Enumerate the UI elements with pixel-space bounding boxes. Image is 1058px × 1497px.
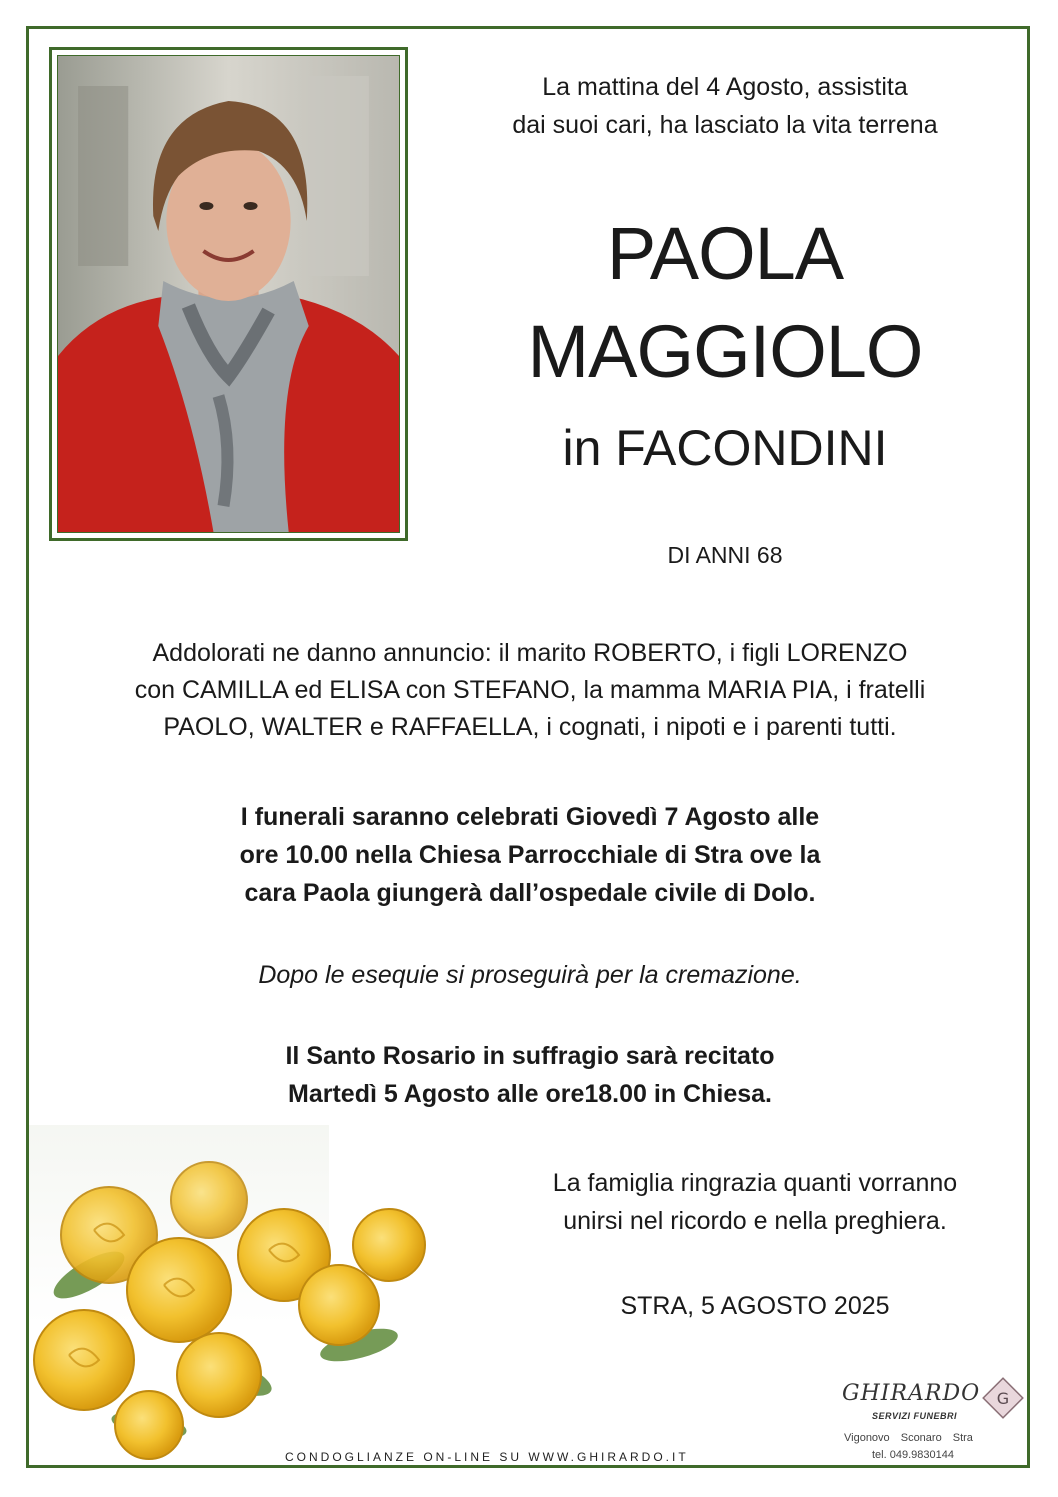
logo-towns: Vigonovo Sconaro Stra [844,1432,973,1444]
intro-line: dai suoi cari, ha lasciato la vita terrena [512,111,938,139]
rosary-line: Il Santo Rosario in suffragio sarà recitato [285,1042,775,1070]
condolences-footer: CONDOGLIANZE ON-LINE SU WWW.GHIRARDO.IT [285,1450,689,1464]
thanks-line: La famiglia ringrazia quanti vorranno [552,1169,958,1197]
portrait-frame [49,47,408,541]
logo-brand: GHIRARDO [842,1381,981,1406]
thanks-text [470,1164,1040,1240]
first-name: PAOLA [606,212,844,295]
last-name: MAGGIOLO [527,310,923,393]
ghirardo-logo [830,1375,1030,1470]
thanks-line: unirsi nel ricordo e nella preghiera. [563,1207,947,1235]
announcement-line: Addolorati ne danno annuncio: il marito ROBERTO, i figli LORENZO [152,639,908,667]
place-date: STRA, 5 AGOSTO 2025 [620,1292,890,1320]
age-text: DI ANNI 68 [667,542,783,568]
portrait-photo [57,55,400,533]
logo-phone: tel. 049.9830144 [872,1449,954,1461]
funeral-text [60,798,1000,912]
funeral-line: cara Paola giungerà dall’ospedale civile di Dolo. [244,879,816,907]
logo-subtitle: SERVIZI FUNEBRI [872,1411,958,1421]
logo-diamond-icon [980,1375,1026,1421]
rosary-text [60,1037,1000,1113]
intro-line: La mattina del 4 Agosto, assistita [542,73,908,101]
intro-text [430,68,1020,144]
yellow-roses-image [29,1125,499,1465]
logo-mark-letter: G [996,1389,1010,1408]
rosary-line: Martedì 5 Agosto alle ore18.00 in Chiesa. [288,1080,772,1108]
cremation-text: Dopo le esequie si proseguirà per la cremazione. [258,961,802,989]
funeral-line: ore 10.00 nella Chiesa Parrocchiale di Stra ove la [239,841,821,869]
married-name: in FACONDINI [562,420,888,476]
announcement-text [40,635,1020,746]
funeral-line: I funerali saranno celebrati Giovedì 7 Agosto alle [240,803,820,831]
announcement-line: PAOLO, WALTER e RAFFAELLA, i cognati, i nipoti e i parenti tutti. [163,713,897,741]
announcement-line: con CAMILLA ed ELISA con STEFANO, la mamma MARIA PIA, i fratelli [134,676,926,704]
